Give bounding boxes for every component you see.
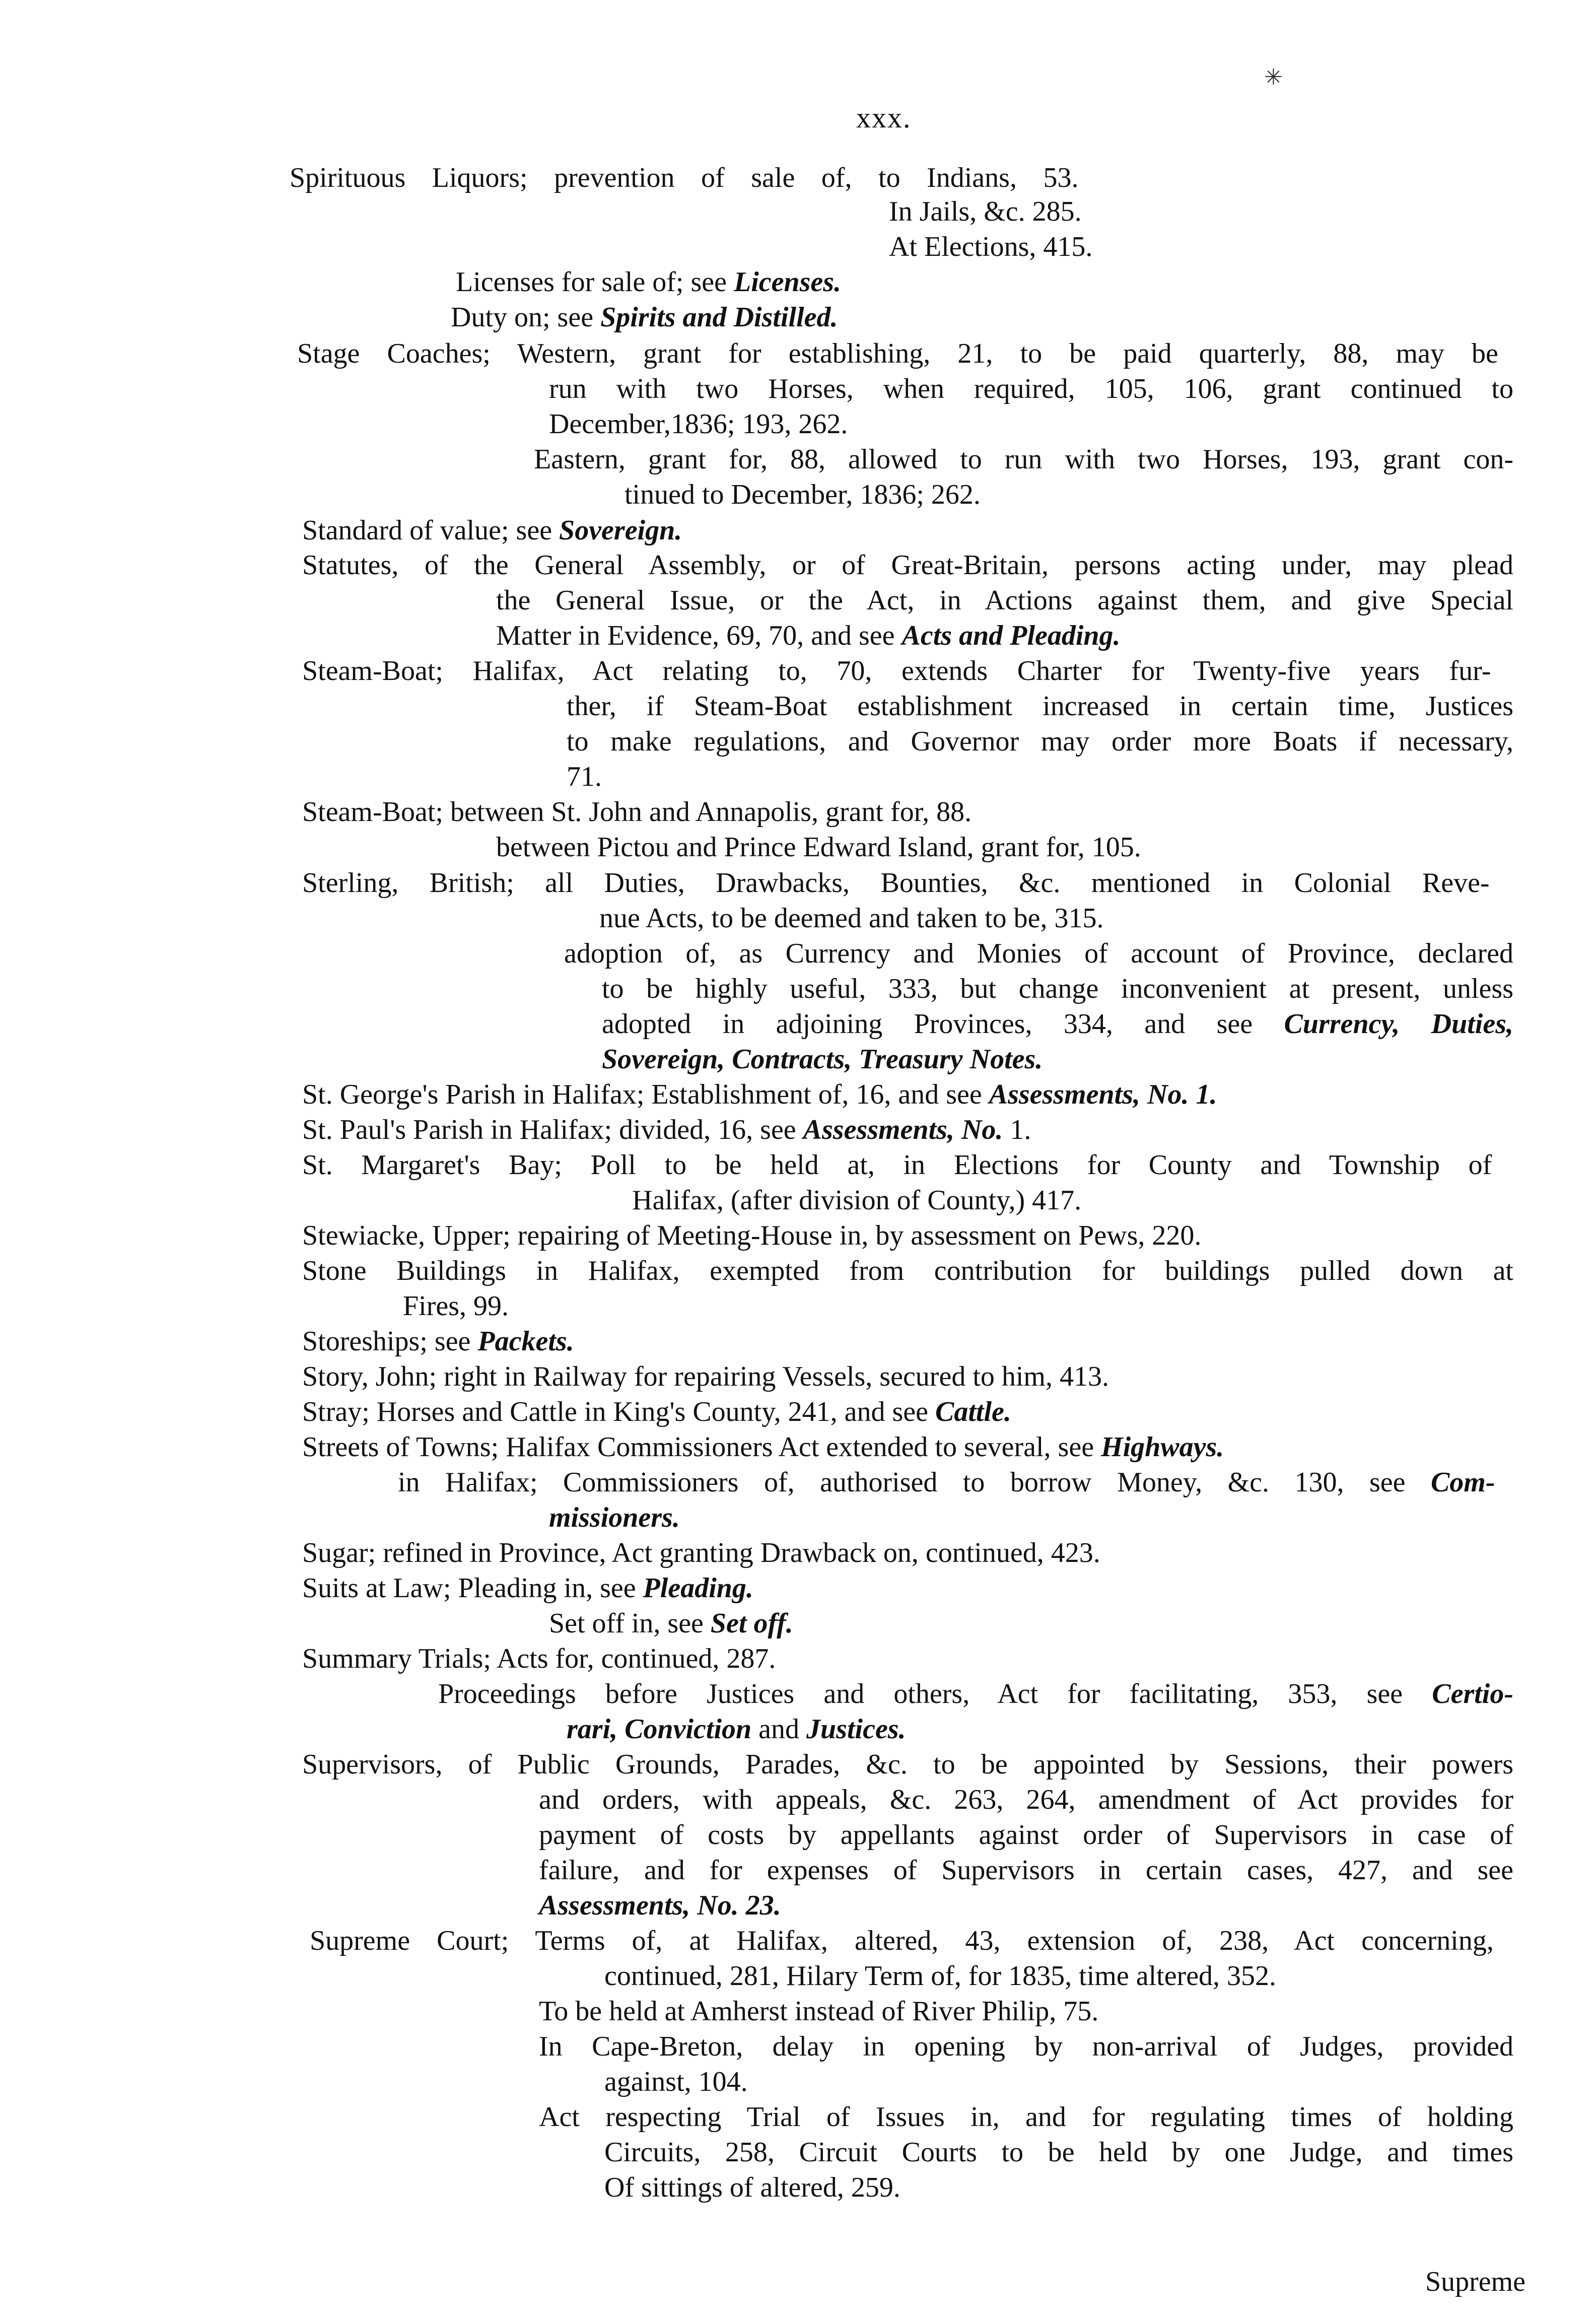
- italic-reference: Licenses.: [734, 266, 842, 298]
- entry-text: Summary Trials; Acts for, continued, 287.: [302, 1643, 776, 1674]
- index-line: [539, 1994, 1098, 2029]
- index-line: [549, 1500, 680, 1535]
- italic-reference: Sovereign.: [559, 515, 682, 546]
- index-line: [302, 1641, 776, 1676]
- entry-text: Standard of value; see: [302, 515, 560, 546]
- italic-reference: Pleading.: [643, 1573, 753, 1604]
- entry-text: between Pictou and Prince Edward Island, grant for, 105.: [496, 832, 1141, 863]
- index-line: [451, 300, 838, 335]
- italic-reference: Highways.: [1101, 1431, 1224, 1463]
- index-line: [539, 2099, 1513, 2135]
- entry-text: in Halifax; Commissioners of, authorised to borrow Money, &c. 130, see: [398, 1467, 1431, 1498]
- index-line: [889, 194, 1082, 229]
- index-line: [302, 1747, 1513, 1782]
- entry-text: Supreme Court; Terms of, at Halifax, altered, 43, extension of, 238, Act concerning,: [310, 1925, 1494, 1956]
- index-line: [302, 794, 972, 830]
- entry-text: Eastern, grant for, 88, allowed to run with two Horses, 193, grant con-: [534, 444, 1513, 475]
- index-line: [602, 971, 1513, 1006]
- italic-reference: missioners.: [549, 1502, 680, 1533]
- entry-text: adopted in adjoining Provinces, 334, and see: [602, 1008, 1284, 1040]
- index-line: [632, 1183, 1081, 1218]
- entry-text: tinued to December, 1836; 262.: [624, 479, 981, 510]
- index-line: [302, 1112, 1031, 1147]
- entry-text: In Cape-Breton, delay in opening by non-arrival of Judges, provided: [539, 2031, 1513, 2062]
- index-line: [567, 689, 1513, 724]
- catchword: Supreme: [1425, 2266, 1525, 2297]
- index-line: [290, 160, 1078, 195]
- entry-text: To be held at Amherst instead of River Philip, 75.: [539, 1996, 1099, 2027]
- entry-text: Story, John; right in Railway for repairing Vessels, secured to him, 413.: [302, 1361, 1109, 1392]
- index-line: [599, 901, 1104, 936]
- index-line: [539, 1888, 781, 1923]
- index-line: [539, 2029, 1513, 2064]
- page-number: xxx.: [856, 101, 912, 134]
- entry-text: St. Paul's Parish in Halifax; divided, 16, see: [302, 1114, 803, 1145]
- index-line: [302, 1571, 753, 1606]
- index-line: [496, 830, 1141, 865]
- index-line: [604, 2170, 900, 2205]
- entry-text: failure, and for expenses of Supervisors in certain cases, 427, and see: [539, 1855, 1513, 1886]
- index-line: [549, 1606, 793, 1641]
- index-line: [549, 406, 848, 442]
- index-line: [604, 1958, 1276, 1994]
- index-line: [302, 1147, 1492, 1183]
- entry-text: Matter in Evidence, 69, 70, and see: [496, 620, 902, 651]
- entry-text: Stray; Horses and Cattle in King's County, 241, and see: [302, 1396, 935, 1427]
- entry-text: to be highly useful, 333, but change inconvenient at present, unless: [602, 973, 1513, 1004]
- entry-text: Licenses for sale of; see: [456, 266, 734, 298]
- index-line: [564, 936, 1513, 971]
- entry-text: Spirituous Liquors; prevention of sale of, to Indians, 53.: [290, 162, 1079, 193]
- entry-text: against, 104.: [604, 2066, 748, 2097]
- index-line: [604, 2135, 1513, 2170]
- index-line: [456, 264, 841, 300]
- entry-text: nue Acts, to be deemed and taken to be, 315.: [599, 903, 1104, 934]
- entry-text: Set off in, see: [549, 1608, 711, 1639]
- entry-text: Streets of Towns; Halifax Commissioners Act extended to several, see: [302, 1431, 1101, 1463]
- index-line: [302, 1535, 1100, 1571]
- index-line: [302, 1429, 1224, 1465]
- entry-text: run with two Horses, when required, 105, 106, grant continued to: [549, 373, 1513, 404]
- entry-text: and orders, with appeals, &c. 263, 264, amendment of Act provides for: [539, 1784, 1513, 1815]
- index-line: [539, 1853, 1513, 1888]
- italic-reference: Certio-: [1432, 1678, 1513, 1710]
- index-line: [624, 477, 981, 512]
- index-line: [534, 442, 1513, 477]
- index-line: [496, 618, 1121, 653]
- entry-text: and: [751, 1714, 807, 1745]
- entry-text: Steam-Boat; Halifax, Act relating to, 70, extends Charter for Twenty-five years fur-: [302, 655, 1491, 687]
- entry-text: continued, 281, Hilary Term of, for 1835, time altered, 352.: [604, 1960, 1277, 1992]
- entry-text: 1.: [1003, 1114, 1031, 1145]
- index-line: [602, 1006, 1513, 1042]
- index-line: [889, 229, 1092, 264]
- entry-text: the General Issue, or the Act, in Actions against them, and give Special: [496, 585, 1513, 616]
- entry-text: Stewiacke, Upper; repairing of Meeting-House in, by assessment on Pews, 220.: [302, 1220, 1202, 1251]
- italic-reference: Assessments, No. 23.: [539, 1890, 781, 1921]
- index-line: [398, 1465, 1495, 1500]
- index-line: [403, 1288, 509, 1324]
- entry-text: Duty on; see: [451, 302, 601, 333]
- index-line: [310, 1923, 1494, 1958]
- entry-text: At Elections, 415.: [889, 231, 1093, 262]
- entry-text: 71.: [567, 761, 602, 792]
- index-line: [302, 865, 1490, 901]
- index-line: [302, 1077, 1217, 1112]
- italic-reference: Assessments, No.: [803, 1114, 1003, 1145]
- index-line: [604, 2064, 748, 2099]
- italic-reference: Acts and Pleading.: [901, 620, 1121, 651]
- index-line: [302, 513, 682, 548]
- entry-text: Steam-Boat; between St. John and Annapolis, grant for, 88.: [302, 796, 972, 828]
- index-line: [539, 1782, 1513, 1817]
- entry-text: Of sittings of altered, 259.: [604, 2172, 900, 2203]
- index-line: [496, 583, 1513, 618]
- entry-text: St. George's Parish in Halifax; Establishment of, 16, and see: [302, 1079, 989, 1110]
- entry-text: Storeships; see: [302, 1326, 478, 1357]
- entry-text: Stone Buildings in Halifax, exempted from contribution for buildings pulled down at: [302, 1255, 1513, 1286]
- italic-reference: Com-: [1430, 1467, 1495, 1498]
- index-line: [302, 1394, 1011, 1429]
- index-line: [549, 371, 1513, 406]
- entry-text: Proceedings before Justices and others, Act for facilitating, 353, see: [438, 1678, 1432, 1710]
- entry-text: Act respecting Trial of Issues in, and for regulating times of holding: [539, 2101, 1513, 2133]
- italic-reference: Assessments, No. 1.: [989, 1079, 1217, 1110]
- entry-text: Sterling, British; all Duties, Drawbacks, Bounties, &c. mentioned in Colonial Reve-: [302, 867, 1490, 899]
- entry-text: St. Margaret's Bay; Poll to be held at, in Elections for County and Township of: [302, 1149, 1492, 1181]
- index-line: [602, 1042, 1043, 1077]
- entry-text: December,1836; 193, 262.: [549, 408, 848, 440]
- index-line: [302, 548, 1513, 583]
- index-line: [438, 1676, 1513, 1712]
- italic-reference: Cattle.: [935, 1396, 1011, 1427]
- entry-text: ther, if Steam-Boat establishment increased in certain time, Justices: [567, 691, 1513, 722]
- index-line: [302, 1324, 574, 1359]
- index-line: [567, 1712, 906, 1747]
- index-line: [302, 653, 1491, 689]
- italic-reference: Currency, Duties,: [1284, 1008, 1513, 1040]
- index-line: [539, 1817, 1513, 1853]
- entry-text: Statutes, of the General Assembly, or of Great-Britain, persons acting under, may plead: [302, 550, 1513, 581]
- italic-reference: Packets.: [477, 1326, 574, 1357]
- entry-text: payment of costs by appellants against order of Supervisors in case of: [539, 1819, 1513, 1851]
- entry-text: adoption of, as Currency and Monies of account of Province, declared: [564, 938, 1513, 969]
- italic-reference: Justices.: [806, 1714, 906, 1745]
- index-line: [567, 759, 602, 794]
- index-line: [302, 1218, 1201, 1253]
- italic-reference: Sovereign, Contracts, Treasury Notes.: [602, 1044, 1043, 1075]
- entry-text: Stage Coaches; Western, grant for establishing, 21, to be paid quarterly, 88, may be: [297, 338, 1498, 369]
- index-line: [302, 1359, 1109, 1394]
- entry-text: Circuits, 258, Circuit Courts to be held by one Judge, and times: [604, 2137, 1513, 2168]
- entry-text: to make regulations, and Governor may order more Boats if necessary,: [567, 726, 1513, 757]
- entry-text: In Jails, &c. 285.: [889, 196, 1082, 227]
- italic-reference: rari, Conviction: [567, 1714, 752, 1745]
- entry-text: Suits at Law; Pleading in, see: [302, 1573, 643, 1604]
- ink-mark: ✳: [1264, 65, 1283, 90]
- entry-text: Fires, 99.: [403, 1290, 509, 1322]
- entry-text: Halifax, (after division of County,) 417.: [632, 1185, 1082, 1216]
- index-line: [302, 1253, 1513, 1288]
- italic-reference: Spirits and Distilled.: [600, 302, 838, 333]
- italic-reference: Set off.: [710, 1608, 793, 1639]
- entry-text: Sugar; refined in Province, Act granting Drawback on, continued, 423.: [302, 1537, 1100, 1568]
- index-line: [297, 336, 1498, 371]
- index-line: [567, 724, 1513, 759]
- entry-text: Supervisors, of Public Grounds, Parades, &c. to be appointed by Sessions, their powers: [302, 1749, 1513, 1780]
